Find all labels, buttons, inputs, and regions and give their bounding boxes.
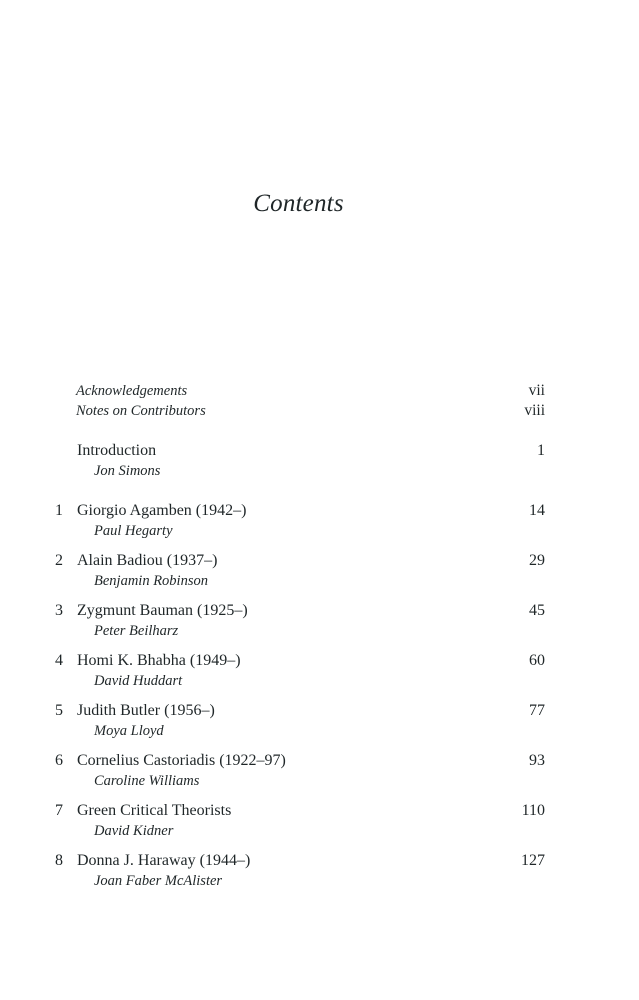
toc-entry-title: Cornelius Castoriadis (1922–97) [77, 752, 286, 769]
toc-front-item-label: Acknowledgements [76, 383, 188, 399]
toc-front-item-label: Notes on Contributors [76, 403, 206, 419]
toc-entry-number: 5 [55, 702, 63, 719]
toc-entry-number: 4 [55, 652, 63, 669]
toc-entry-title: Alain Badiou (1937–) [77, 552, 218, 569]
toc-entry-author: Paul Hegarty [94, 523, 173, 539]
toc-entry-introduction[interactable] [0, 441, 545, 483]
toc-entry-title: Homi K. Bhabha (1949–) [77, 652, 241, 669]
toc-entry-number: 8 [55, 852, 63, 869]
toc-entry-author: Joan Faber McAlister [94, 873, 223, 889]
toc-entry-author: Moya Lloyd [94, 723, 164, 739]
toc-entry-author: Caroline Williams [94, 773, 200, 789]
toc-entry-6[interactable] [0, 751, 545, 793]
toc-entry-title: Judith Butler (1956–) [77, 702, 215, 719]
toc-entry-author: Peter Beilharz [94, 623, 179, 639]
toc-entry-number: 3 [55, 602, 63, 619]
toc-entry-author: Benjamin Robinson [94, 573, 208, 589]
toc-entry-number: 7 [55, 802, 63, 819]
toc-entry-title: Introduction [77, 442, 157, 459]
toc-entry-4[interactable] [0, 651, 545, 693]
toc-page-number: 14 [529, 502, 545, 519]
toc-page-number: 110 [521, 802, 545, 819]
toc-entry-title: Green Critical Theorists [77, 802, 232, 819]
toc-entry-7[interactable] [0, 801, 545, 843]
toc-entry-number: 1 [55, 502, 63, 519]
toc-entry-3[interactable] [0, 601, 545, 643]
toc-front-item-notes-on-contributors[interactable] [76, 401, 545, 421]
toc-page-number: 60 [529, 652, 545, 669]
toc-entry-author: David Huddart [94, 673, 183, 689]
toc-entry-author: Jon Simons [94, 463, 161, 479]
toc-page-number: 127 [521, 852, 545, 869]
toc-page-number: viii [524, 402, 545, 419]
toc-entry-author: David Kidner [94, 823, 174, 839]
toc-entry-number: 6 [55, 752, 63, 769]
toc-entry-8[interactable] [0, 851, 545, 893]
toc-entry-title: Zygmunt Bauman (1925–) [77, 602, 248, 619]
toc-entry-2[interactable] [0, 551, 545, 593]
toc-entry-title: Donna J. Haraway (1944–) [77, 852, 251, 869]
toc-page-number: vii [528, 382, 545, 399]
toc-entry-title: Giorgio Agamben (1942–) [77, 502, 247, 519]
toc-page-number: 93 [529, 752, 545, 769]
toc-entry-5[interactable] [0, 701, 545, 743]
toc-entry-1[interactable] [0, 501, 545, 543]
toc-page-number: 29 [529, 552, 545, 569]
toc-entry-number: 2 [55, 552, 63, 569]
toc-page-number: 77 [529, 702, 545, 719]
toc-page-number: 1 [537, 442, 545, 459]
toc-front-item-acknowledgements[interactable] [76, 381, 545, 401]
page-title: Contents [253, 190, 344, 217]
toc-page-number: 45 [529, 602, 545, 619]
